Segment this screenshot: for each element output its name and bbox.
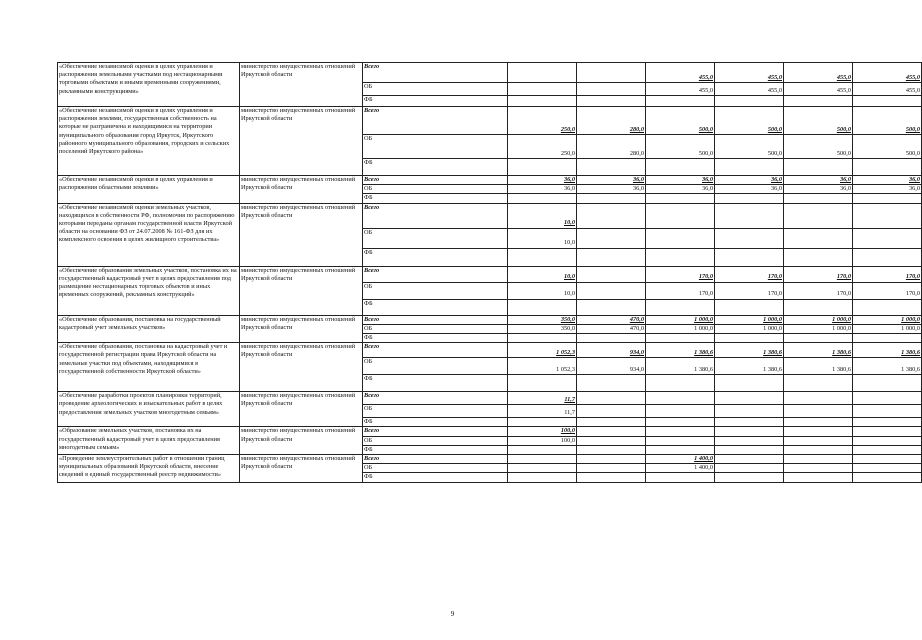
year-value-cell: 500,0	[853, 107, 922, 135]
year-value-cell: 455,0	[784, 83, 853, 96]
year-value-cell	[577, 203, 646, 228]
year-value-cell	[577, 266, 646, 282]
year-value-cell: 1 400,0	[646, 455, 715, 464]
measure-total-row	[58, 315, 922, 324]
table-body	[58, 63, 922, 483]
year-value-cell	[715, 455, 784, 464]
year-value-cell: 500,0	[853, 135, 922, 159]
year-value-cell	[577, 464, 646, 473]
funding-source: ФБ	[363, 418, 508, 427]
year-value-cell	[715, 299, 784, 315]
year-value-cell: 1 400,0	[646, 464, 715, 473]
funding-source: ФБ	[363, 159, 508, 176]
year-value-cell: 1 380,6	[853, 343, 922, 358]
year-value-cell	[577, 405, 646, 418]
measure-executor: министерство имущественных отношений Иркутской области	[240, 392, 363, 427]
year-value-cell	[508, 63, 577, 83]
year-value-cell: 170,0	[853, 266, 922, 282]
year-value-cell: 934,0	[577, 343, 646, 358]
year-value-cell: 1 380,6	[646, 343, 715, 358]
year-value-cell	[784, 392, 853, 405]
year-value-cell: 36,0	[508, 185, 577, 194]
year-value-cell	[715, 228, 784, 248]
funding-source: Всего	[363, 176, 508, 185]
year-value-cell	[577, 436, 646, 445]
year-value-cell	[577, 418, 646, 427]
year-value-cell	[577, 159, 646, 176]
measure-total-row	[58, 107, 922, 135]
measure-total-row	[58, 203, 922, 228]
measure-name: «Обеспечение независимой оценки в целях управления и распоряжения областными землями»	[58, 176, 240, 204]
measure-executor: министерство имущественных отношений Иркутской области	[240, 427, 363, 455]
year-value-cell: 100,0	[508, 436, 577, 445]
year-value-cell	[784, 405, 853, 418]
year-value-cell	[508, 464, 577, 473]
year-value-cell	[646, 299, 715, 315]
year-value-cell: 36,0	[646, 185, 715, 194]
program-table-sheet	[57, 62, 920, 483]
funding-source: ФБ	[363, 299, 508, 315]
measure-executor: министерство имущественных отношений Иркутской области	[240, 343, 363, 392]
year-value-cell	[508, 473, 577, 482]
funding-source: ФБ	[363, 96, 508, 107]
year-value-cell: 470,0	[577, 315, 646, 324]
year-value-cell: 170,0	[715, 266, 784, 282]
year-value-cell	[853, 445, 922, 454]
year-value-cell: 500,0	[715, 135, 784, 159]
year-value-cell	[784, 455, 853, 464]
measure-name: «Обеспечение независимой оценки в целях управления и распоряжения земельными участками под нестационарными торговыми объектами и иными временными сооружениями, рекламными конструкциями»	[58, 63, 240, 107]
year-value-cell	[784, 334, 853, 343]
measure-name: «Обеспечение образования земельных участков, постановка их на государственный кадастровый учет в целях предоставления под размещение нестационарных торговых объектов и иных временных сооружений, рекламных конструкций»	[58, 266, 240, 315]
year-value-cell	[577, 96, 646, 107]
year-value-cell	[853, 299, 922, 315]
year-value-cell: 36,0	[853, 176, 922, 185]
funding-source: ФБ	[363, 473, 508, 482]
year-value-cell: 1 000,0	[646, 315, 715, 324]
year-value-cell	[715, 418, 784, 427]
year-value-cell: 934,0	[577, 358, 646, 375]
year-value-cell	[577, 375, 646, 392]
year-value-cell	[646, 159, 715, 176]
measure-name: «Образование земельных участков, постановка их на государственный кадастровый учет в целях предоставления многодетным семьям»	[58, 427, 240, 455]
year-value-cell: 36,0	[577, 185, 646, 194]
funding-source: ФБ	[363, 445, 508, 454]
year-value-cell: 10,0	[508, 203, 577, 228]
measure-name: «Проведение землеустроительных работ в отношении границ муниципальных образований Иркутской области, внесение сведений в единый государственный реестр недвижимости»	[58, 455, 240, 483]
year-value-cell	[784, 473, 853, 482]
year-value-cell	[577, 194, 646, 203]
year-value-cell	[508, 334, 577, 343]
year-value-cell: 455,0	[715, 83, 784, 96]
year-value-cell	[577, 392, 646, 405]
year-value-cell	[784, 203, 853, 228]
year-value-cell: 455,0	[784, 63, 853, 83]
year-value-cell	[715, 427, 784, 436]
measure-total-row	[58, 63, 922, 83]
year-value-cell	[715, 96, 784, 107]
year-value-cell	[577, 248, 646, 266]
year-value-cell	[508, 83, 577, 96]
year-value-cell: 36,0	[853, 185, 922, 194]
year-value-cell	[853, 375, 922, 392]
year-value-cell: 36,0	[508, 176, 577, 185]
funding-source: ОБ	[363, 185, 508, 194]
measure-name: «Обеспечение независимой оценки в целях управления и распоряжения землями, государственная собственность на которые не разграничена и находящимися на территории муниципального образования город Иркутск, Иркутского районного муниципального образования, городских и сельских поселений Иркутского района»	[58, 107, 240, 176]
year-value-cell	[577, 427, 646, 436]
year-value-cell: 455,0	[646, 63, 715, 83]
year-value-cell: 470,0	[577, 324, 646, 333]
year-value-cell	[784, 464, 853, 473]
year-value-cell	[784, 194, 853, 203]
year-value-cell	[508, 248, 577, 266]
funding-source: ОБ	[363, 282, 508, 299]
year-value-cell: 250,0	[508, 135, 577, 159]
year-value-cell: 250,0	[508, 107, 577, 135]
year-value-cell	[646, 392, 715, 405]
year-value-cell	[853, 96, 922, 107]
year-value-cell	[715, 473, 784, 482]
year-value-cell	[577, 334, 646, 343]
year-value-cell	[853, 427, 922, 436]
year-value-cell	[853, 334, 922, 343]
measure-executor: министерство имущественных отношений Иркутской области	[240, 63, 363, 107]
funding-source: ОБ	[363, 436, 508, 445]
year-value-cell	[646, 248, 715, 266]
funding-source: Всего	[363, 63, 508, 83]
measure-total-row	[58, 266, 922, 282]
year-value-cell	[853, 473, 922, 482]
measure-total-row	[58, 392, 922, 405]
funding-source: Всего	[363, 315, 508, 324]
year-value-cell	[784, 445, 853, 454]
year-value-cell: 455,0	[715, 63, 784, 83]
year-value-cell	[853, 248, 922, 266]
measure-name: «Обеспечение разработки проектов планировки территорий, проведение археологических и изыскательных работ в целях предоставления земельных участков многодетным семьям»	[58, 392, 240, 427]
year-value-cell	[715, 334, 784, 343]
year-value-cell	[784, 299, 853, 315]
year-value-cell	[784, 418, 853, 427]
year-value-cell: 170,0	[853, 282, 922, 299]
year-value-cell	[508, 96, 577, 107]
year-value-cell: 350,0	[508, 324, 577, 333]
measure-name: «Обеспечение образования, постановка на кадастровый учет и государственной регистрации права Иркутской области на земельные участки под объектами, находящимися в государственной собственности Иркутской области»	[58, 343, 240, 392]
year-value-cell	[577, 455, 646, 464]
program-funding-table	[57, 62, 922, 483]
year-value-cell	[853, 228, 922, 248]
year-value-cell: 455,0	[853, 63, 922, 83]
year-value-cell	[853, 203, 922, 228]
year-value-cell	[646, 228, 715, 248]
year-value-cell	[577, 228, 646, 248]
year-value-cell: 170,0	[715, 282, 784, 299]
year-value-cell	[853, 392, 922, 405]
year-value-cell	[853, 418, 922, 427]
year-value-cell: 170,0	[784, 282, 853, 299]
year-value-cell: 36,0	[577, 176, 646, 185]
year-value-cell: 1 380,6	[715, 358, 784, 375]
year-value-cell	[715, 159, 784, 176]
year-value-cell: 100,0	[508, 427, 577, 436]
year-value-cell	[508, 159, 577, 176]
year-value-cell	[853, 464, 922, 473]
year-value-cell	[646, 418, 715, 427]
year-value-cell	[646, 194, 715, 203]
year-value-cell	[853, 159, 922, 176]
year-value-cell: 1 052,3	[508, 343, 577, 358]
measure-executor: министерство имущественных отношений Иркутской области	[240, 176, 363, 204]
year-value-cell	[508, 299, 577, 315]
year-value-cell: 10,0	[508, 282, 577, 299]
year-value-cell	[646, 375, 715, 392]
year-value-cell: 1 000,0	[646, 324, 715, 333]
funding-source: Всего	[363, 455, 508, 464]
measure-name: «Обеспечение независимой оценки земельных участков, находящихся в собственности РФ, полномочия по распоряжению которыми переданы органам государственной власти Иркутской области на основании ФЗ от 24.07.2008 № 161-ФЗ для их комплексного освоения в целях жилищного строительства»	[58, 203, 240, 266]
measure-executor: министерство имущественных отношений Иркутской области	[240, 266, 363, 315]
year-value-cell: 455,0	[853, 83, 922, 96]
year-value-cell	[853, 436, 922, 445]
funding-source: ОБ	[363, 405, 508, 418]
year-value-cell	[646, 405, 715, 418]
year-value-cell: 10,0	[508, 266, 577, 282]
year-value-cell: 170,0	[784, 266, 853, 282]
year-value-cell	[784, 375, 853, 392]
page-number: 9	[450, 610, 455, 618]
year-value-cell: 36,0	[715, 185, 784, 194]
year-value-cell: 170,0	[646, 266, 715, 282]
year-value-cell	[577, 63, 646, 83]
year-value-cell	[715, 436, 784, 445]
year-value-cell	[715, 405, 784, 418]
year-value-cell	[508, 194, 577, 203]
year-value-cell	[508, 418, 577, 427]
funding-source: ОБ	[363, 324, 508, 333]
year-value-cell: 1 052,3	[508, 358, 577, 375]
year-value-cell: 36,0	[646, 176, 715, 185]
year-value-cell	[853, 455, 922, 464]
funding-source: ФБ	[363, 194, 508, 203]
year-value-cell	[715, 375, 784, 392]
year-value-cell: 1 380,6	[715, 343, 784, 358]
year-value-cell	[853, 405, 922, 418]
year-value-cell	[715, 445, 784, 454]
funding-source: Всего	[363, 203, 508, 228]
year-value-cell	[646, 436, 715, 445]
year-value-cell: 1 000,0	[784, 315, 853, 324]
year-value-cell	[577, 473, 646, 482]
year-value-cell	[784, 248, 853, 266]
measure-name: «Обеспечение образования, постановка на государственный кадастровый учет земельных участков»	[58, 315, 240, 343]
year-value-cell: 280,0	[577, 107, 646, 135]
year-value-cell	[646, 96, 715, 107]
year-value-cell: 11,7	[508, 405, 577, 418]
funding-source: ОБ	[363, 464, 508, 473]
year-value-cell: 500,0	[784, 135, 853, 159]
year-value-cell	[784, 228, 853, 248]
measure-total-row	[58, 343, 922, 358]
funding-source: ФБ	[363, 248, 508, 266]
year-value-cell: 1 000,0	[784, 324, 853, 333]
year-value-cell	[508, 455, 577, 464]
measure-total-row	[58, 427, 922, 436]
year-value-cell: 36,0	[715, 176, 784, 185]
year-value-cell	[853, 194, 922, 203]
measure-executor: министерство имущественных отношений Иркутской области	[240, 455, 363, 483]
year-value-cell: 500,0	[784, 107, 853, 135]
year-value-cell	[646, 203, 715, 228]
year-value-cell: 1 380,6	[853, 358, 922, 375]
measure-executor: министерство имущественных отношений Иркутской области	[240, 203, 363, 266]
year-value-cell: 1 380,6	[646, 358, 715, 375]
funding-source: Всего	[363, 343, 508, 358]
year-value-cell: 36,0	[784, 176, 853, 185]
year-value-cell: 10,0	[508, 228, 577, 248]
year-value-cell: 500,0	[646, 135, 715, 159]
measure-total-row	[58, 455, 922, 464]
measure-total-row	[58, 176, 922, 185]
funding-source: ФБ	[363, 375, 508, 392]
year-value-cell: 1 380,6	[784, 343, 853, 358]
year-value-cell	[508, 445, 577, 454]
year-value-cell: 1 000,0	[715, 315, 784, 324]
year-value-cell	[715, 392, 784, 405]
year-value-cell	[646, 445, 715, 454]
year-value-cell	[577, 83, 646, 96]
year-value-cell	[646, 334, 715, 343]
year-value-cell	[784, 159, 853, 176]
year-value-cell	[784, 427, 853, 436]
funding-source: ОБ	[363, 135, 508, 159]
year-value-cell: 455,0	[646, 83, 715, 96]
year-value-cell: 350,0	[508, 315, 577, 324]
year-value-cell: 500,0	[715, 107, 784, 135]
measure-executor: министерство имущественных отношений Иркутской области	[240, 315, 363, 343]
year-value-cell	[577, 445, 646, 454]
year-value-cell: 36,0	[784, 185, 853, 194]
funding-source: Всего	[363, 107, 508, 135]
year-value-cell	[784, 436, 853, 445]
year-value-cell: 11,7	[508, 392, 577, 405]
funding-source: ОБ	[363, 83, 508, 96]
year-value-cell	[508, 375, 577, 392]
measure-executor: министерство имущественных отношений Иркутской области	[240, 107, 363, 176]
funding-source: Всего	[363, 427, 508, 436]
year-value-cell: 500,0	[646, 107, 715, 135]
funding-source: Всего	[363, 266, 508, 282]
year-value-cell	[784, 96, 853, 107]
year-value-cell	[715, 194, 784, 203]
year-value-cell	[577, 282, 646, 299]
year-value-cell	[715, 248, 784, 266]
year-value-cell: 1 000,0	[853, 315, 922, 324]
year-value-cell: 1 380,6	[784, 358, 853, 375]
year-value-cell	[646, 427, 715, 436]
year-value-cell: 170,0	[646, 282, 715, 299]
year-value-cell: 280,0	[577, 135, 646, 159]
year-value-cell	[715, 464, 784, 473]
funding-source: Всего	[363, 392, 508, 405]
year-value-cell	[577, 299, 646, 315]
funding-source: ОБ	[363, 228, 508, 248]
year-value-cell	[646, 473, 715, 482]
funding-source: ФБ	[363, 334, 508, 343]
year-value-cell	[715, 203, 784, 228]
year-value-cell: 1 000,0	[715, 324, 784, 333]
funding-source: ОБ	[363, 358, 508, 375]
year-value-cell: 1 000,0	[853, 324, 922, 333]
